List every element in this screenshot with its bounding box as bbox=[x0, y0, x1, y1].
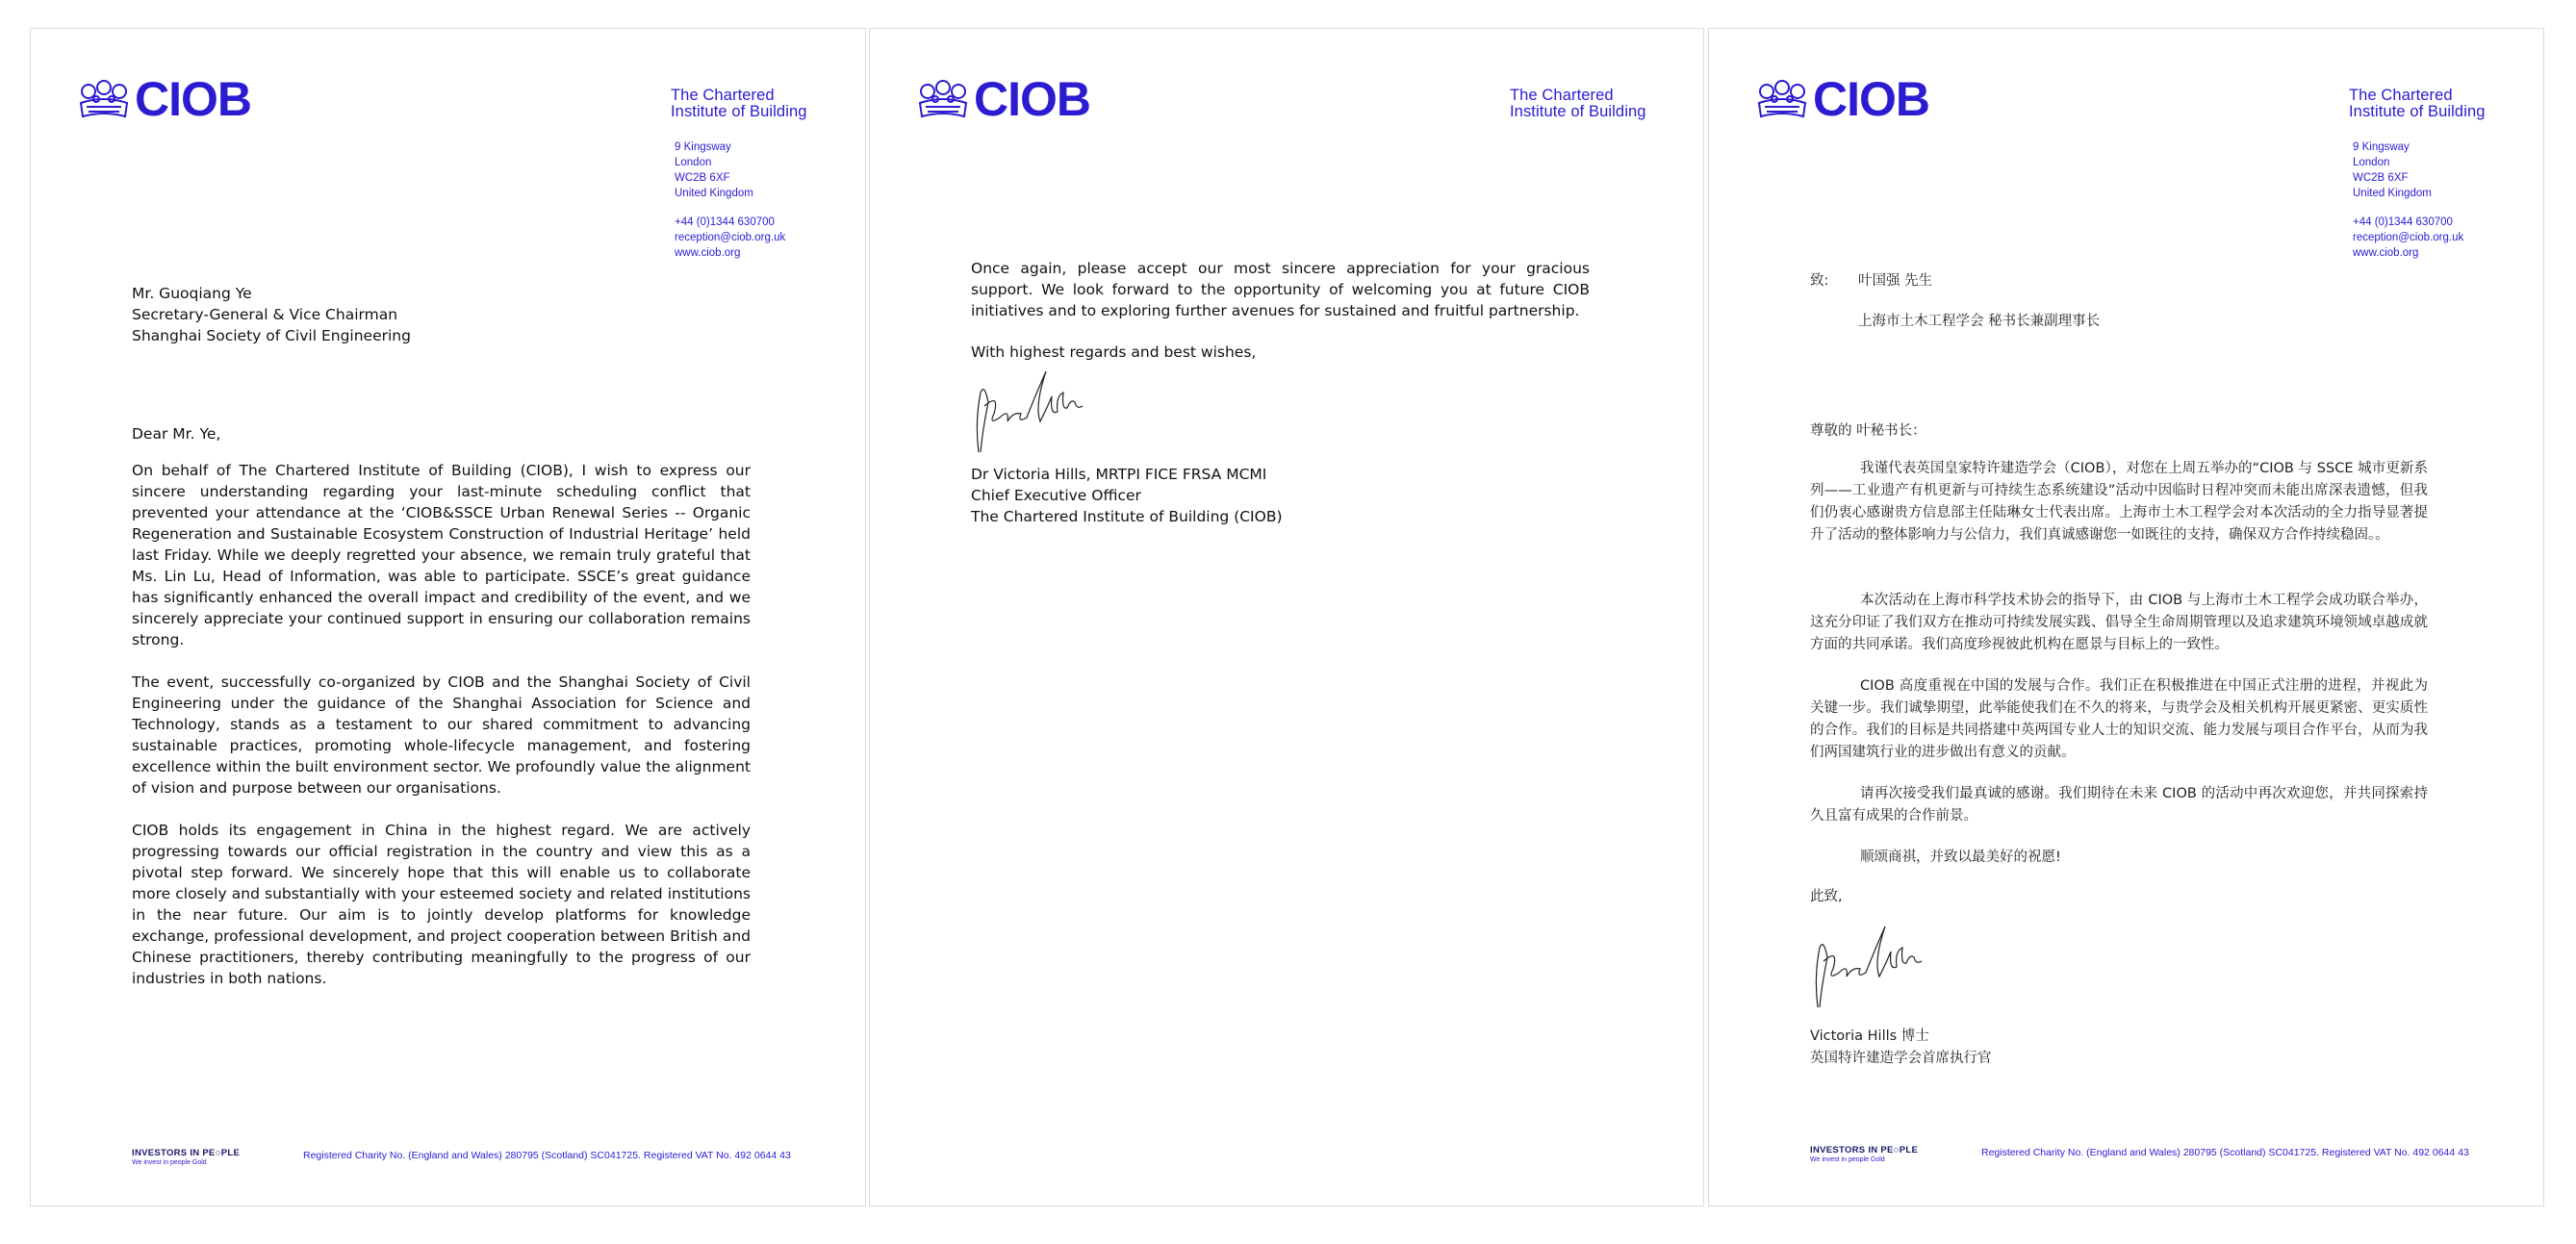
signatory-organisation: The Chartered Institute of Building (CIOB) bbox=[971, 508, 1283, 525]
body-paragraph: 请再次接受我们最真诚的感谢。我们期待在未来 CIOB 的活动中再次欢迎您，并共同探索持久且富有成果的合作前景。 bbox=[1810, 786, 2428, 824]
institute-name bbox=[671, 88, 807, 120]
body-paragraph: 本次活动在上海市科学技术协会的指导下，由 CIOB 与上海市土木工程学会成功联合举办，这充分印证了我们双方在推动可持续发展实践、倡导全生命周期管理以及追求建筑环境领域卓越成就方面的共同承诺。我们高度珍视彼此机构在愿景与目标上的一致性。 bbox=[1810, 593, 2428, 652]
closing: With highest regards and best wishes, bbox=[971, 343, 1257, 361]
address-line: London bbox=[2353, 157, 2390, 168]
ciob-crest-icon bbox=[916, 78, 970, 120]
institute-line-2: Institute of Building bbox=[1510, 103, 1646, 120]
body-paragraph: On behalf of The Chartered Institute of Building (CIOB), I wish to express our sincere understanding regarding your last-minute scheduling conflict that prevented your attendance at the ‘CIOB&SSCE Urban Renewal Series -- Organic Regeneration and Sustainable Ecosystem Construction of Industrial Heritage’ held last Friday. While we deeply regretted your absence, we remain truly grateful that Ms. Lin Lu, Head of Information, was able to participate. SSCE’s great guidance has significantly enhanced the overall impact and credibility of the event, and we sincerely appreciate your continued support in ensuring our collaboration remains strong. bbox=[132, 462, 751, 648]
phone-number: +44 (0)1344 630700 bbox=[2353, 216, 2453, 228]
ciob-logo bbox=[77, 72, 251, 126]
registration-info: Registered Charity No. (England and Wales) 280795 (Scotland) SC041725. Registered VAT No. 492 0644 43 bbox=[303, 1150, 791, 1161]
letter-page-3 bbox=[1708, 28, 2544, 1206]
institute-line-2: Institute of Building bbox=[2349, 103, 2486, 120]
institute-name bbox=[1510, 88, 1646, 120]
signatory-block bbox=[971, 464, 1283, 527]
iip-title: INVESTORS IN PE○PLE bbox=[132, 1148, 241, 1158]
salutation: Dear Mr. Ye, bbox=[132, 425, 221, 443]
signature bbox=[1810, 919, 1926, 1015]
ciob-logo bbox=[916, 72, 1090, 126]
ciob-crest-icon bbox=[77, 78, 131, 120]
to-label: 致: bbox=[1810, 273, 1829, 289]
letter-page-1 bbox=[30, 28, 866, 1206]
body-paragraph: The event, successfully co-organized by CIOB and the Shanghai Society of Civil Engineering under the guidance of the Shanghai Association for Science and Technology, stands as a testament to our shared commitment to advancing sustainable practices, promoting whole-lifecycle management, and fostering excellence within the built environment sector. We profoundly value the alignment of vision and purpose between our organisations. bbox=[132, 673, 751, 797]
body-paragraph: 我谨代表英国皇家特许建造学会（CIOB），对您在上周五举办的“CIOB 与 SSCE 城市更新系列——工业遗产有机更新与可持续生态系统建设”活动中因临时日程冲突而未能出席深表遗憾，但我们仍衷心感谢贵方信息部主任陆琳女士代表出席。上海市土木工程学会对本次活动的全力指导显著提升了活动的整体影响力与公信力，我们真诚感谢您一如既往的支持，确保双方合作持续稳固。。 bbox=[1810, 461, 2428, 543]
body-paragraph: 顺颂商祺，并致以最美好的祝愿! bbox=[1860, 850, 2061, 865]
registration-info: Registered Charity No. (England and Wales) 280795 (Scotland) SC041725. Registered VAT No. 492 0644 43 bbox=[1981, 1147, 2469, 1158]
closing: 此致, bbox=[1810, 889, 1843, 904]
address-line: 9 Kingsway bbox=[675, 141, 731, 153]
institute-name bbox=[2349, 88, 2486, 120]
email-link[interactable]: reception@ciob.org.uk bbox=[2353, 232, 2464, 243]
institute-line-1: The Chartered bbox=[671, 87, 775, 104]
address-line: London bbox=[675, 157, 712, 168]
phone-number: +44 (0)1344 630700 bbox=[675, 216, 775, 228]
institute-line-1: The Chartered bbox=[1510, 87, 1614, 104]
iip-subtitle: We invest in people Gold bbox=[1810, 1156, 1885, 1163]
body-paragraph: CIOB holds its engagement in China in the highest regard. We are actively progressing towards our official registration in the country and view this as a pivotal step forward. We sincerely hope that this will enable us to collaborate more closely and substantially with your esteemed society and related institutions in the near future. Our aim is to jointly develop platforms for knowledge exchange, professional development, and project cooperation between British and Chinese practitioners, thereby contributing meaningfully to the progress of our industries in both nations. bbox=[132, 822, 751, 987]
body-paragraph: CIOB 高度重视在中国的发展与合作。我们正在积极推进在中国正式注册的进程，并视此为关键一步。我们诚挚期望，此举能使我们在不久的将来，与贵学会及相关机构开展更紧密、更实质性的合作。我们的目标是共同搭建中英两国专业人士的知识交流、能力发展与项目合作平台，从而为我们两国建筑行业的进步做出有意义的贡献。 bbox=[1810, 678, 2428, 760]
signatory-name: Dr Victoria Hills, MRTPI FICE FRSA MCMI bbox=[971, 466, 1267, 483]
recipient-title: 上海市土木工程学会 秘书长兼副理事长 bbox=[1858, 314, 2101, 329]
signatory-name: Victoria Hills 博士 bbox=[1810, 1028, 1929, 1044]
address-line: United Kingdom bbox=[2353, 188, 2432, 199]
iip-subtitle: We invest in people Gold bbox=[132, 1159, 207, 1166]
logo-wordmark: CIOB bbox=[135, 72, 251, 126]
recipient-title: Secretary-General & Vice Chairman bbox=[132, 306, 398, 323]
address-line: 9 Kingsway bbox=[2353, 141, 2410, 153]
recipient-block bbox=[132, 283, 411, 346]
signature bbox=[971, 364, 1086, 460]
institute-line-2: Institute of Building bbox=[671, 103, 807, 120]
body-paragraph: Once again, please accept our most sincere appreciation for your gracious support. We look forward to the opportunity of welcoming you at future CIOB initiatives and to exploring further avenues for sustained and fruitful partnership. bbox=[971, 260, 1590, 319]
recipient-name: 叶国强 先生 bbox=[1858, 273, 1933, 289]
investors-in-people-logo bbox=[1810, 1145, 1918, 1164]
recipient-name: Mr. Guoqiang Ye bbox=[132, 285, 252, 302]
website-link[interactable]: www.ciob.org bbox=[2353, 247, 2419, 259]
logo-wordmark: CIOB bbox=[974, 72, 1090, 126]
investors-in-people-logo bbox=[132, 1148, 240, 1167]
ciob-crest-icon bbox=[1755, 78, 1809, 120]
address-line: United Kingdom bbox=[675, 188, 753, 199]
letter-page-2 bbox=[869, 28, 1704, 1206]
logo-wordmark: CIOB bbox=[1813, 72, 1929, 126]
signatory-title: Chief Executive Officer bbox=[971, 487, 1141, 504]
address-line: WC2B 6XF bbox=[2353, 172, 2409, 184]
email-link[interactable]: reception@ciob.org.uk bbox=[675, 232, 786, 243]
recipient-organisation: Shanghai Society of Civil Engineering bbox=[132, 327, 411, 344]
signatory-title: 英国特许建造学会首席执行官 bbox=[1810, 1051, 1992, 1066]
institute-line-1: The Chartered bbox=[2349, 87, 2453, 104]
ciob-logo bbox=[1755, 72, 1929, 126]
website-link[interactable]: www.ciob.org bbox=[675, 247, 741, 259]
iip-title: INVESTORS IN PE○PLE bbox=[1810, 1145, 1919, 1155]
address-line: WC2B 6XF bbox=[675, 172, 730, 184]
address-block bbox=[2353, 140, 2463, 261]
salutation: 尊敬的 叶秘书长： bbox=[1810, 423, 1926, 439]
address-block bbox=[675, 140, 785, 261]
